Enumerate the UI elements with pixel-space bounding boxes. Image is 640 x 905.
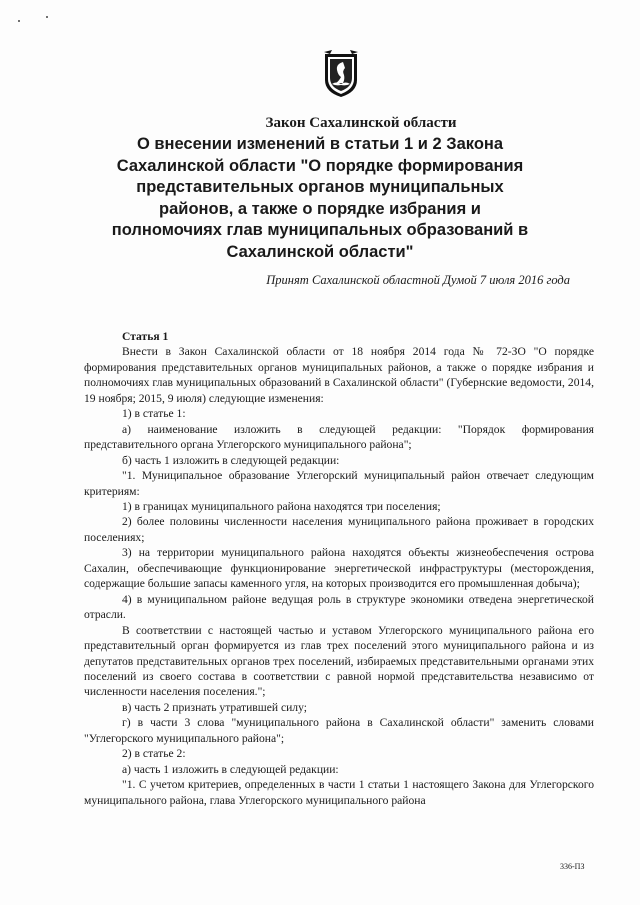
law-title-line: полномочиях глав муниципальных образований в: [111, 221, 529, 240]
law-title-line: представительных органов муниципальных: [136, 178, 504, 197]
law-title-line: О внесении изменений в статьи 1 и 2 Закона: [136, 135, 504, 153]
article-paragraph: 2) более половины численности населения муниципального района проживает в городских поселениях;: [84, 515, 594, 544]
scan-speck: [46, 16, 48, 18]
article-paragraph: 1) в статье 1:: [122, 407, 186, 421]
article-heading: Статья 1: [122, 330, 169, 343]
article-paragraph: 3) на территории муниципального района находятся объекты жизнеобеспечения острова Сахалин, обеспечивающие функционирование энергетической инфраструктуры (месторождения, содержащие большие запасы каменного угля, на которых производится его промышленная добыча);: [84, 546, 594, 591]
document-code: 336-ПЗ: [560, 862, 585, 871]
law-title-block: [70, 113, 570, 263]
adoption-note: Принят Сахалинской областной Думой 7 июля 2016 года: [266, 273, 570, 287]
sakhalin-coat-of-arms-icon: [322, 50, 360, 98]
scan-speck: [18, 20, 20, 22]
article-paragraph: а) часть 1 изложить в следующей редакции:: [122, 762, 339, 776]
article-paragraph: б) часть 1 изложить в следующей редакции:: [122, 453, 340, 467]
article-paragraph: а) наименование изложить в следующей редакции: "Порядок формирования представительного органа Углегорского муниципального района";: [84, 422, 594, 452]
article-paragraph: В соответствии с настоящей частью и уставом Углегорского муниципального района его представительный орган формируется из глав трех поселений этого муниципального района и из депутатов представительных органов трех поселений, избираемых представительными органами этих поселений из своего состава в соответствии с равной нормой представительства независимо от численности населения поселения.";: [84, 623, 594, 699]
article-paragraph: г) в части 3 слова "муниципального района в Сахалинской области" заменить словами "Углегорского муниципального района";: [84, 716, 594, 745]
article-paragraph: Внести в Закон Сахалинской области от 18 ноября 2014 года № 72-ЗО "О порядке формирования представительных органов муниципальных районов, а также о порядке избрания и полномочиях глав муниципальных образований в Сахалинской области" (Губернские ведомости, 2014, 19 ноября; 2015, 9 июля) следующие изменения:: [84, 345, 594, 405]
article-body: [84, 329, 594, 808]
law-title-line: Сахалинской области": [226, 242, 414, 261]
law-name: Закон Сахалинской области: [265, 115, 457, 131]
article-paragraph: "1. С учетом критериев, определенных в части 1 статьи 1 настоящего Закона для Углегорского муниципального района, глава Углегорского муниципального района: [84, 778, 594, 807]
law-title-line: районов, а также о порядке избрания и: [159, 199, 481, 218]
article-paragraph: в) часть 2 признать утратившей силу;: [122, 700, 307, 714]
article-paragraph: 2) в статье 2:: [122, 747, 186, 761]
law-title-line: Сахалинской области "О порядке формирования: [116, 156, 524, 175]
article-paragraph: 4) в муниципальном районе ведущая роль в структуре экономики отведена энергетической отрасли.: [84, 592, 594, 622]
article-paragraph: 1) в границах муниципального района находятся три поселения;: [122, 499, 441, 513]
article-paragraph: "1. Муниципальное образование Углегорский муниципальный район отвечает следующим критериям:: [84, 469, 594, 498]
